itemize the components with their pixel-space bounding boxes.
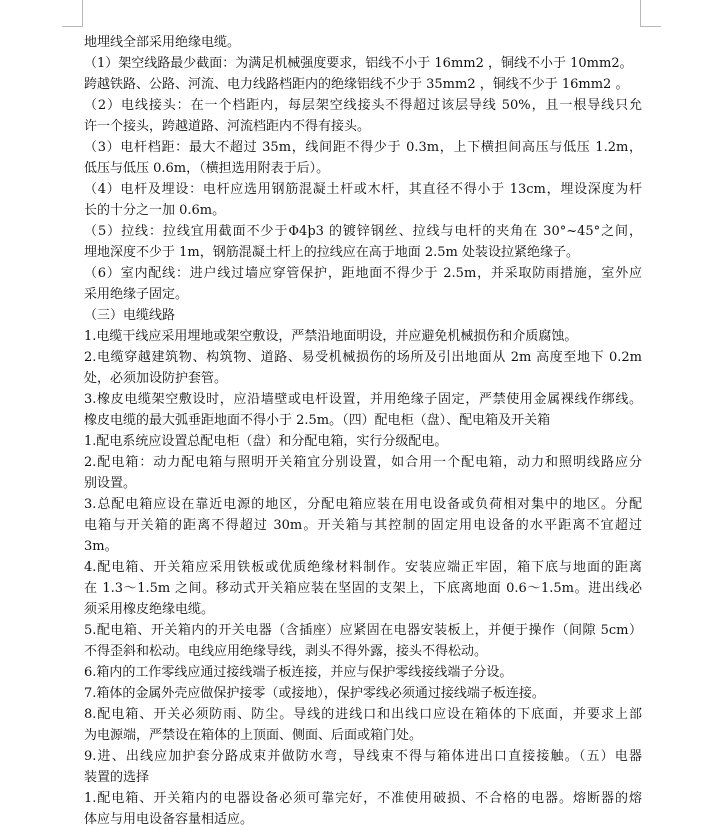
text-line: 采用绝缘子固定。 [84, 287, 189, 302]
text-line: （3）电杆档距：最大不超过 35m，线间距不得少于 0.3m，上下横担间高压与低压 1.2m， [84, 140, 642, 155]
text-line: 低压与低压 0.6m，（横担选用附表于后）。 [84, 161, 330, 176]
text-line: 长的十分之一加 0.6m。 [84, 203, 226, 218]
text-line: 6.箱内的工作零线应通过接线端子板连接，并应与保护零线接线端子分设。 [84, 665, 513, 680]
text-line: 装置的选择 [84, 770, 150, 785]
text-line: （2）电线接头：在一个档距内，每层架空线接头不得超过该层导线 50%，且一根导线只允 [84, 98, 642, 113]
text-line: 1.配电系统应设置总配电柜（盘）和分配电箱，实行分级配电。 [84, 434, 448, 449]
text-line: 4.配电箱、开关箱应采用铁板或优质绝缘材料制作。安装应端正牢固，箱下底与地面的距离 [84, 560, 642, 575]
text-line: 须采用橡皮绝缘电缆。 [84, 602, 215, 617]
text-line: 8.配电箱、开关必须防雨、防尘。导线的进线口和出线口应设在箱体的下底面，并要求上部 [84, 707, 642, 722]
text-line: （三）电缆线路 [84, 308, 176, 323]
page-corner-mark-right [640, 0, 661, 27]
text-line: 5.配电箱、开关箱内的开关电器（含插座）应紧固在电器安装板上，并便于操作（间隙 5cm） [84, 623, 642, 638]
text-line: 处，必须加设防护套管。 [84, 371, 228, 386]
text-line: 不得歪斜和松动。电线应用绝缘导线，剥头不得外露，接头不得松动。 [84, 644, 488, 659]
text-line: 为电源端，严禁设在箱体的上顶面、侧面、后面或箱门处。 [84, 728, 423, 743]
text-line: 别设置。 [84, 476, 137, 491]
text-line: （6）室内配线：进户线过墙应穿管保护，距地面不得少于 2.5m，并采取防雨措施，室外应 [84, 266, 642, 281]
text-line: 1.电缆干线应采用埋地或架空敷设，严禁沿地面明设，并应避免机械损伤和介质腐蚀。 [84, 329, 578, 344]
text-line: 跨越铁路、公路、河流、电力线路档距内的绝缘铝线不少于 35mm2 ，铜线不少于 16mm2 。 [84, 77, 629, 92]
text-line: （5）拉线：拉线宜用截面不少于Φ4þ3 的镀锌钢丝、拉线与电杆的夹角在 30°~45°之间， [84, 224, 642, 239]
text-line: 2.电缆穿越建筑物、构筑物、道路、易受机械损伤的场所及引出地面从 2m 高度至地下 0.2m [84, 350, 642, 365]
text-line: 2.配电箱：动力配电箱与照明开关箱宜分别设置，如合用一个配电箱，动力和照明线路应分 [84, 455, 642, 470]
text-line: 在 1.3～1.5m 之间。移动式开关箱应装在坚固的支架上，下底离地面 0.6～1.5m。进出线必 [84, 581, 642, 596]
page-corner-mark-left [62, 0, 83, 27]
text-line: 7.箱体的金属外壳应做保护接零（或接地），保护零线必须通过接线端子板连接。 [84, 686, 545, 701]
text-line: 1.配电箱、开关箱内的电器设备必须可靠完好，不准使用破损、不合格的电器。熔断器的熔 [84, 791, 642, 806]
text-line: 9.进、出线应加护套分路成束并做防水弯，导线束不得与箱体进出口直接接触。（五）电器 [84, 749, 642, 764]
text-line: 许一个接头，跨越道路、河流档距内不得有接头。 [84, 119, 371, 134]
text-line: （4）电杆及埋设：电杆应选用钢筋混凝土杆或木杆，其直径不得小于 13cm，埋设深度为杆 [84, 182, 642, 197]
text-line: 体应与用电设备容量相适应。 [84, 812, 254, 827]
text-line: 埋地深度不少于 1m，钢筋混凝土杆上的拉线应在高于地面 2.5m 处装设拉紧绝缘子。 [84, 245, 579, 260]
text-line: 3.总配电箱应设在靠近电源的地区，分配电箱应装在用电设备或负荷相对集中的地区。分配 [84, 497, 642, 512]
text-line: 3.橡皮电缆架空敷设时，应沿墙壁或电杆设置，并用绝缘子固定，严禁使用金属裸线作绑线。 [84, 392, 642, 407]
text-line: 地埋线全部采用绝缘电缆。 [84, 35, 241, 50]
text-line: （1）架空线路最少截面：为满足机械强度要求，铝线不小于 16mm2 ，铜线不小于 10mm2。 [84, 56, 633, 71]
text-line: 电箱与开关箱的距离不得超过 30m。开关箱与其控制的固定用电设备的水平距离不宜超过 [84, 518, 642, 533]
document-page [84, 32, 642, 830]
text-line: 橡皮电缆的最大弧垂距地面不得小于 2.5m。（四）配电柜（盘）、配电箱及开关箱 [84, 413, 551, 428]
text-line: 3m。 [84, 539, 118, 554]
